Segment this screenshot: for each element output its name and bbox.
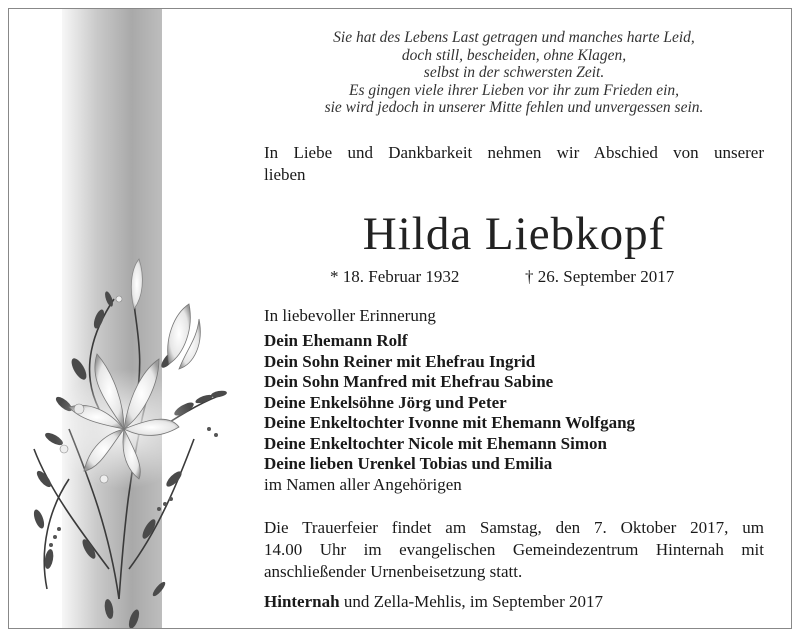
memorial-poem [264,29,764,117]
place-rest: und Zella-Mehlis, im September 2017 [339,592,604,611]
place-and-date [264,591,603,613]
death-date: † 26. September 2017 [525,267,675,286]
lily-bouquet-illustration [9,9,249,629]
intro-line-1: In Liebe und Dankbarkeit nehmen wir Abschied von unserer [264,143,764,162]
farewell-intro [264,142,764,186]
birth-date: * 18. Februar 1932 [330,267,460,286]
service-line-1: Die Trauerfeier findet am Samstag, den 7. Oktober 2017, um [264,518,764,537]
mourner-entry: Dein Sohn Manfred mit Ehefrau Sabine [264,372,554,391]
poem-line: Sie hat des Lebens Last getragen und manches harte Leid, [333,29,695,46]
memory-line: In liebevoller Erinnerung [264,306,436,325]
obituary-notice [8,8,792,629]
mourner-entry: Dein Sohn Reiner mit Ehefrau Ingrid [264,351,536,371]
poem-line: Es gingen viele ihrer Lieben vor ihr zum Frieden ein, [348,81,680,99]
service-line-3: anschließender Urnenbeisetzung statt. [264,562,523,581]
mourner-entry: Deine lieben Urenkel Tobias und Emilia [264,454,553,473]
place-town: Hinternah [264,592,340,611]
intro-line-2: lieben [264,165,306,184]
mourners-list [264,331,635,495]
mourner-entry: Deine Enkeltochter Nicole mit Ehemann Simon [264,433,607,453]
mourner-entry: Deine Enkelsöhne Jörg und Peter [264,392,507,412]
poem-line: doch still, bescheiden, ohne Klagen, [401,46,627,64]
poem-line: selbst in der schwersten Zeit. [423,64,605,81]
poem-line: sie wird jedoch in unserer Mitte fehlen und unvergessen sein. [324,99,704,116]
mourner-entry: Deine Enkeltochter Ivonne mit Ehemann Wolfgang [264,413,636,432]
deceased-name: Hilda Liebkopf [362,208,666,260]
service-line-2: 14.00 Uhr im evangelischen Gemeindezentrum Hinternah mit [264,540,764,559]
mourners-closing: im Namen aller Angehörigen [264,474,462,494]
mourner-entry: Dein Ehemann Rolf [264,331,408,350]
funeral-service-info [264,517,764,583]
